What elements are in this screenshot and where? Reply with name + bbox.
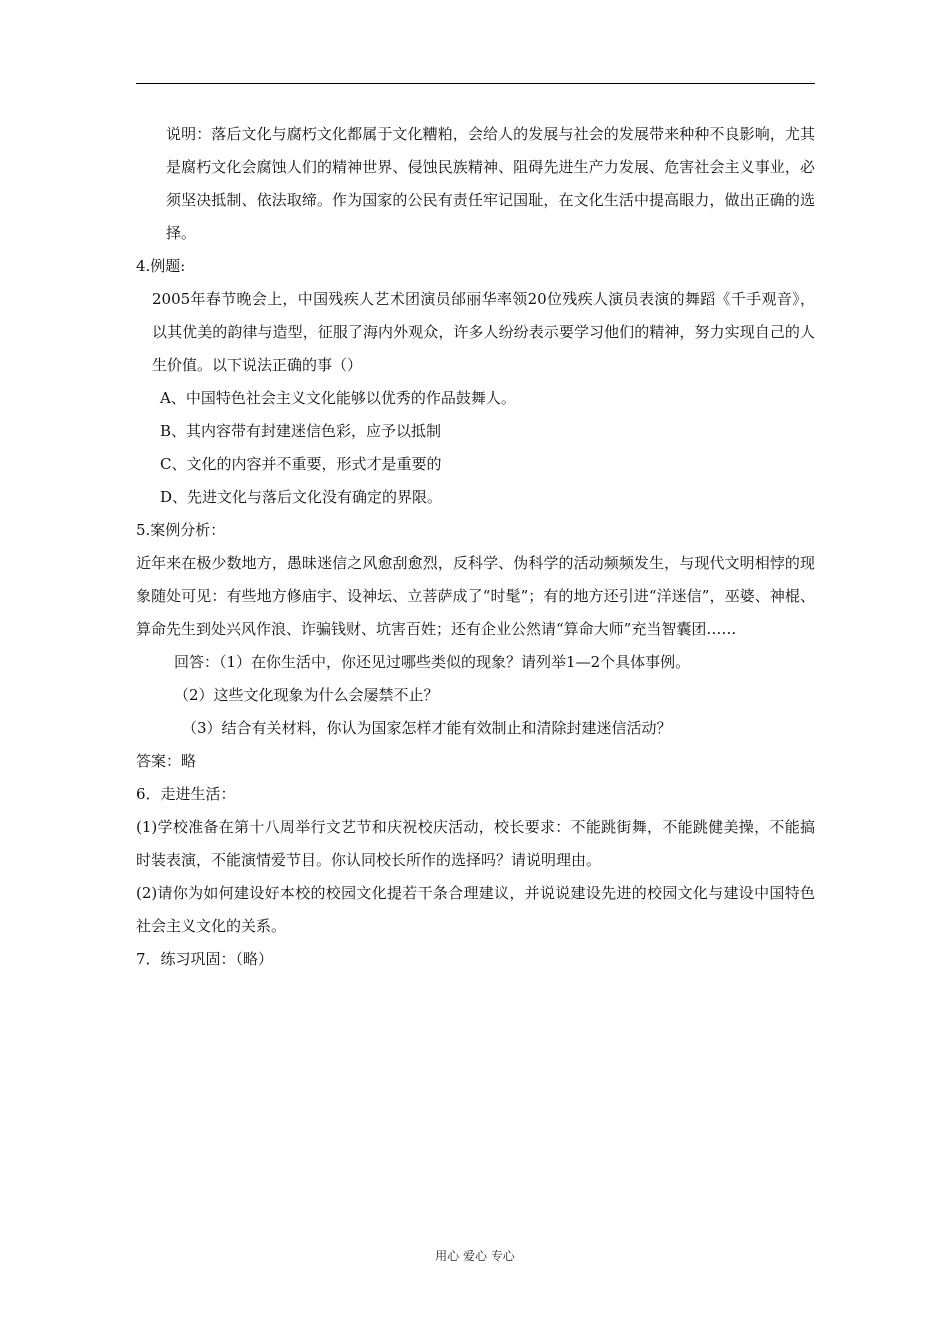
life-item-2: (2)请你为如何建设好本校的校园文化提若干条合理建议，并说说建设先进的校园文化与建设中国特色社会主义文化的关系。 xyxy=(136,884,815,935)
example-question: 2005年春节晚会上，中国残疾人艺术团演员邰丽华率领20位残疾人演员表演的舞蹈《千手观音》，以其优美的韵律与造型，征服了海内外观众，许多人纷纷表示要学习他们的精神，努力实现自己的人生价值。以下说法正确的事（） xyxy=(152,290,815,374)
section-5-heading: 5.案例分析： xyxy=(136,521,226,539)
question-1: 回答：（1）在你生活中，你还见过哪些类似的现象？请列举1—2个具体事例。 xyxy=(174,653,691,671)
option-d: D、先进文化与落后文化没有确定的界限。 xyxy=(160,488,443,506)
option-c: C、文化的内容并不重要，形式才是重要的 xyxy=(160,455,442,473)
page-footer: 用心 爱心 专心 xyxy=(435,1249,515,1263)
case-paragraph: 近年来在极少数地方，愚昧迷信之风愈刮愈烈，反科学、伪科学的活动频频发生，与现代文明相悖的现象随处可见：有些地方修庙宇、设神坛、立菩萨成了“时髦”；有的地方还引进“洋迷信”，巫婆、神棍、算命先生到处兴风作浪、诈骗钱财、坑害百姓；还有企业公然请“算命大师”充当智囊团…… xyxy=(136,554,815,638)
question-2: （2）这些文化现象为什么会屡禁不止？ xyxy=(174,686,439,704)
section-7-heading: 7．练习巩固：（略） xyxy=(136,950,274,968)
explanation-paragraph: 说明：落后文化与腐朽文化都属于文化糟粕，会给人的发展与社会的发展带来种种不良影响，尤其是腐朽文化会腐蚀人们的精神世界、侵蚀民族精神、阻碍先进生产力发展、危害社会主义事业，必须坚决抵制、依法取缔。作为国家的公民有责任牢记国耻，在文化生活中提高眼力，做出正确的选择。 xyxy=(166,125,815,242)
section-4-heading: 4.例题: xyxy=(136,257,186,275)
option-b: B、其内容带有封建迷信色彩，应予以抵制 xyxy=(160,422,442,440)
question-3: （3）结合有关材料，你认为国家怎样才能有效制止和清除封建迷信活动？ xyxy=(182,719,672,737)
section-6-heading: 6．走进生活： xyxy=(136,785,236,803)
document-body xyxy=(136,118,815,976)
life-item-1: (1)学校准备在第十八周举行文艺节和庆祝校庆活动，校长要求：不能跳街舞，不能跳健美操，不能搞时装表演，不能演情爱节目。你认同校长所作的选择吗？请说明理由。 xyxy=(136,818,815,869)
answer-line: 答案：略 xyxy=(136,752,197,770)
option-a: A、中国特色社会主义文化能够以优秀的作品鼓舞人。 xyxy=(160,389,516,407)
header-rule xyxy=(136,83,815,84)
